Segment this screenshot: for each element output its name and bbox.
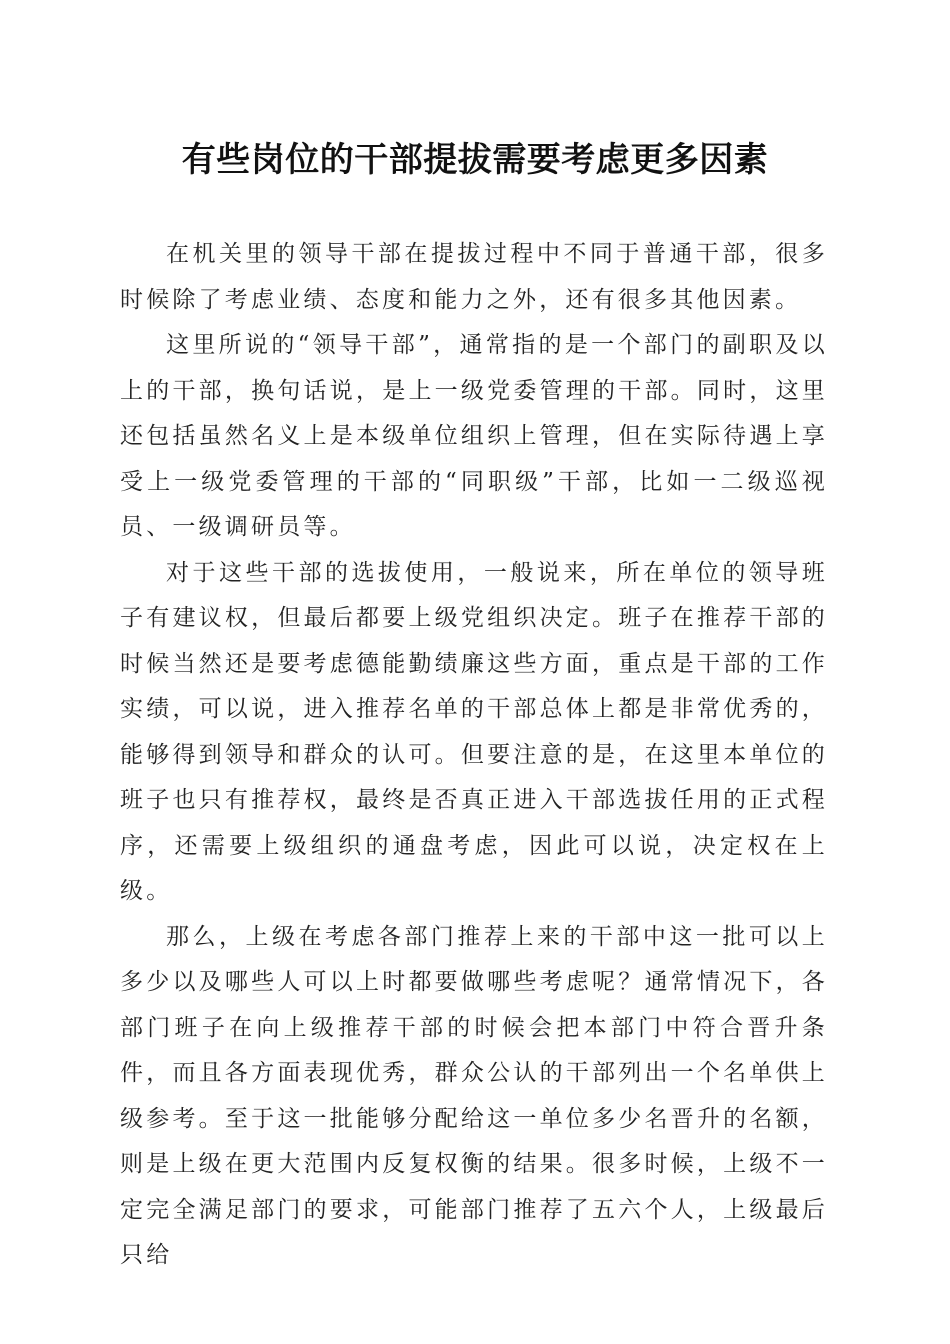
document-title: 有些岗位的干部提拔需要考虑更多因素 [181,140,769,180]
document-body [120,232,828,1279]
paragraph: 那么，上级在考虑各部门推荐上来的干部中这一批可以上多少以及哪些人可以上时都要做哪些考虑呢？通常情况下，各部门班子在向上级推荐干部的时候会把本部门中符合晋升条件，而且各方面表现优秀，群众公认的干部列出一个名单供上级参考。至于这一批能够分配给这一单位多少名晋升的名额，则是上级在更大范围内反复权衡的结果。很多时候，上级不一定完全满足部门的要求，可能部门推荐了五六个人，上级最后只给 [120,923,828,1268]
paragraph: 对于这些干部的选拔使用，一般说来，所在单位的领导班子有建议权，但最后都要上级党组织决定。班子在推荐干部的时候当然还是要考虑德能勤绩廉这些方面，重点是干部的工作实绩，可以说，进入推荐名单的干部总体上都是非常优秀的，能够得到领导和群众的认可。但要注意的是，在这里本单位的班子也只有推荐权，最终是否真正进入干部选拔任用的正式程序，还需要上级组织的通盘考虑，因此可以说，决定权在上级。 [120,559,828,904]
paragraph: 这里所说的“领导干部”，通常指的是一个部门的副职及以上的干部，换句话说，是上一级党委管理的干部。同时，这里还包括虽然名义上是本级单位组织上管理，但在实际待遇上享受上一级党委管理的干部的“同职级”干部，比如一二级巡视员、一级调研员等。 [120,332,828,540]
paragraph: 在机关里的领导干部在提拔过程中不同于普通干部，很多时候除了考虑业绩、态度和能力之外，还有很多其他因素。 [120,241,828,313]
